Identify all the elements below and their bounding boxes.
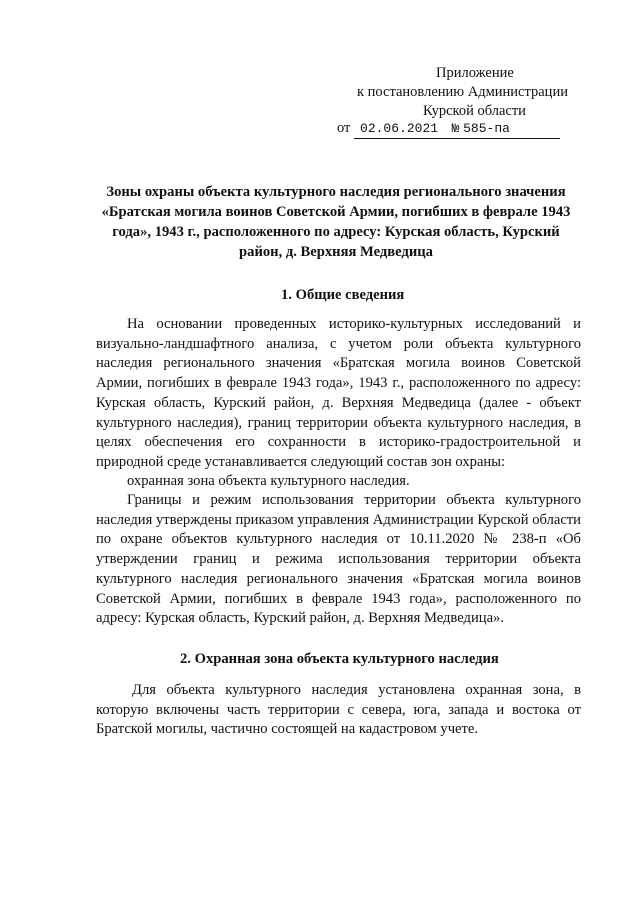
- document-date: 02.06.2021: [360, 121, 439, 136]
- section-1-paragraph-3: Границы и режим использования территории объекта культурного наследия утверждены приказом управления Администрации Курской области по охране объектов культурного наследия от 10.11.2020 № 238-п «Об утверждении границ и режима использования территории объекта культурного наследия регионального значения «Братская могила воинов Советской Армии, погибших в феврале 1943 года», расположенного по адресу: Курская область, Курский район, д. Верхняя Медведица».: [96, 492, 581, 627]
- document-number: 585-па: [463, 121, 510, 136]
- section-2-paragraph-1: Для объекта культурного наследия установлена охранная зона, в которую включены часть территории с севера, юга, запада и востока от Братской могилы, частично состоящей на кадастровом учете.: [96, 682, 581, 738]
- section-1-paragraph-2: охранная зона объекта культурного наследия.: [127, 473, 410, 489]
- appendix-date-line: [337, 119, 560, 139]
- date-number-field: [354, 119, 560, 139]
- section-1-paragraph-1: На основании проведенных историко-культурных исследований и визуально-ландшафтного анализа, с учетом роли объекта культурного наследия регионального значения «Братская могила воинов Советской Армии, погибших в феврале 1943 года», 1943 г., расположенного по адресу: Курская область, Курский район, д. Верхняя Медведица (далее - объект культурного наследия), границ территории объекта культурного наследия, в целях обеспечения его сохранности в историко-градостроительной и природной среде устанавливается следующий состав зон охраны:: [96, 316, 581, 470]
- appendix-region: Курской области: [423, 103, 526, 119]
- section-1-heading: 1. Общие сведения: [281, 287, 405, 303]
- document-title: Зоны охраны объекта культурного наследия регионального значения «Братская могила воинов Советской Армии, погибших в феврале 1943 года», 1943 г., расположенного по адресу: Курская область, Курский район, д. Верхняя Медведица: [101, 184, 571, 260]
- appendix-resolution: к постановлению Администрации: [357, 84, 568, 100]
- appendix-title: Приложение: [436, 65, 514, 81]
- date-prefix: от: [337, 120, 351, 136]
- section-2-heading: 2. Охранная зона объекта культурного наследия: [180, 651, 499, 667]
- number-sign: №: [451, 121, 460, 136]
